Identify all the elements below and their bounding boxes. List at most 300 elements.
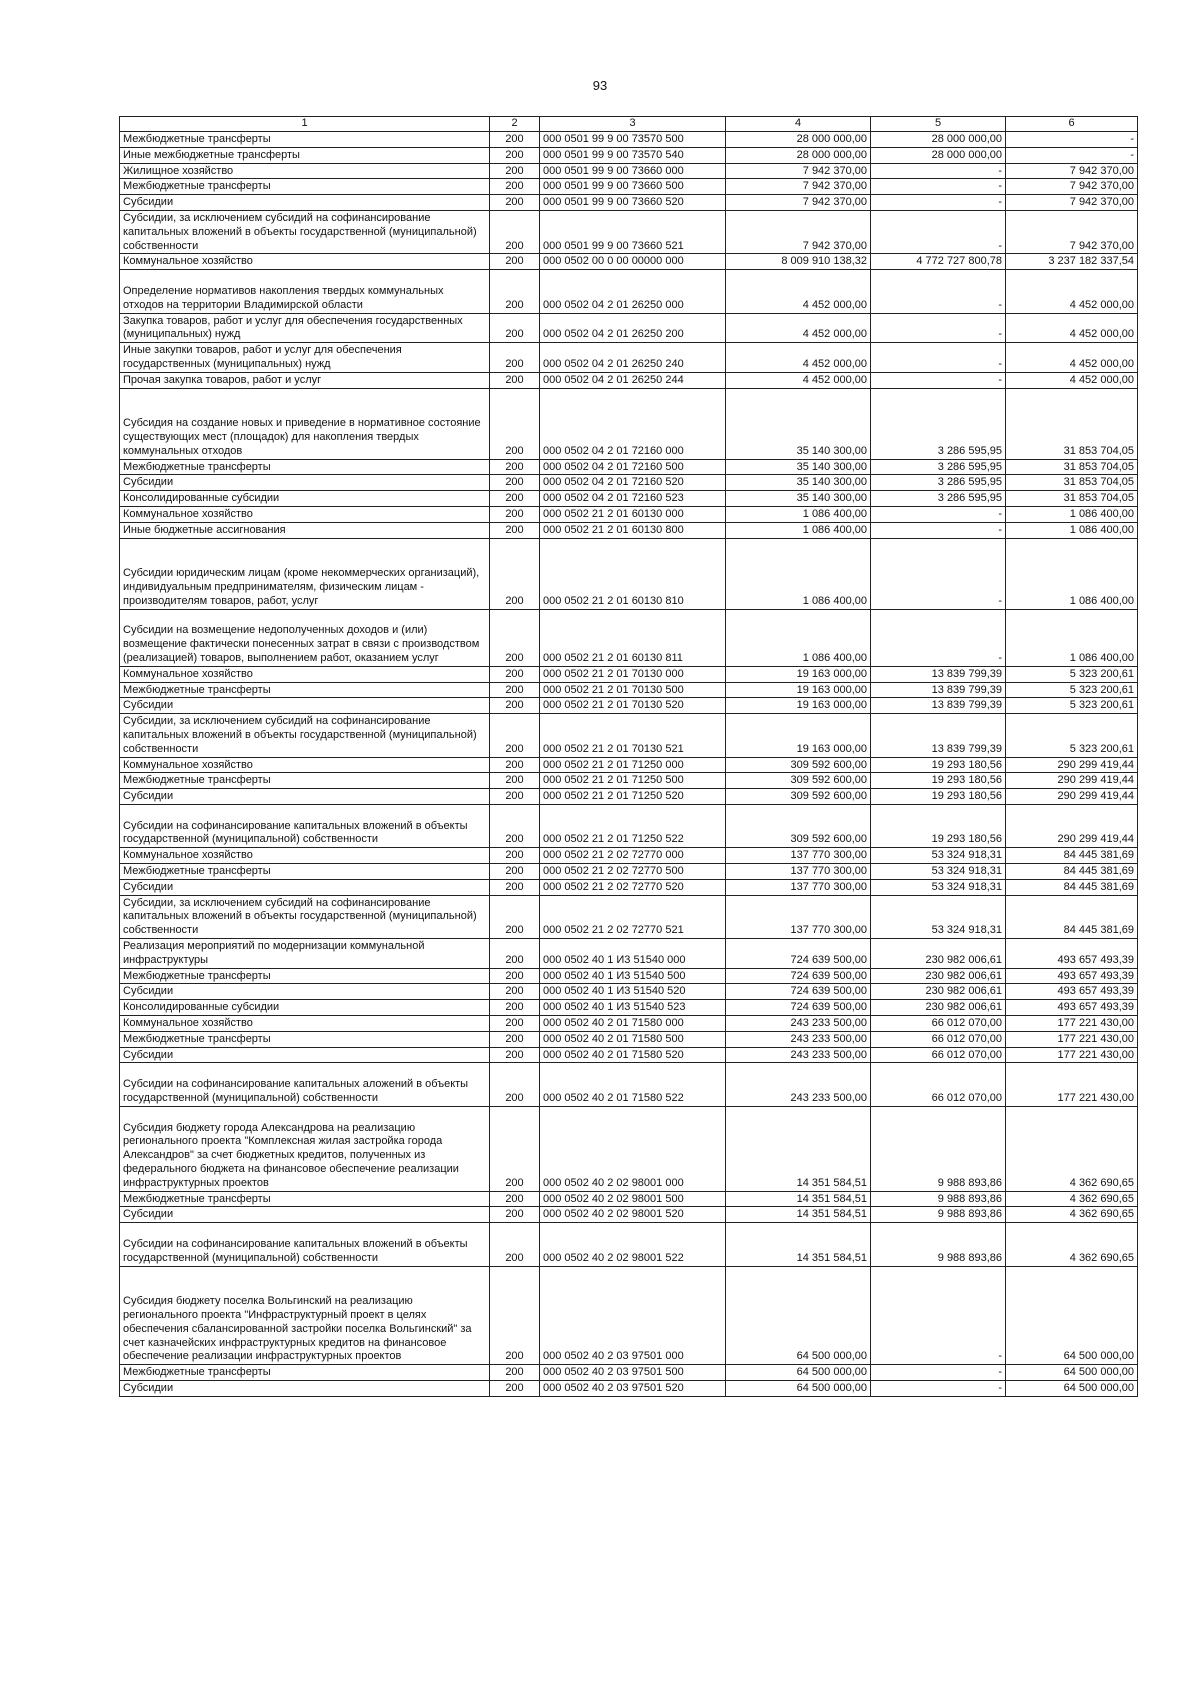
row-code: 200: [490, 757, 540, 773]
row-code: 200: [490, 491, 540, 507]
row-value-4: 309 592 600,00: [726, 773, 871, 789]
row-value-5: 28 000 000,00: [871, 132, 1006, 148]
row-name: Субсидии на софинансирование капитальных вложений в объекты государственной (муниципальной) собственности: [120, 1223, 490, 1266]
row-value-4: 28 000 000,00: [726, 147, 871, 163]
table-row: [120, 1223, 1138, 1266]
row-name: Межбюджетные трансферты: [120, 773, 490, 789]
row-name: Субсидии: [120, 698, 490, 714]
row-value-6: 1 086 400,00: [1006, 522, 1138, 538]
row-name: Иные бюджетные ассигнования: [120, 522, 490, 538]
row-code: 200: [490, 195, 540, 211]
row-value-4: 28 000 000,00: [726, 132, 871, 148]
row-value-6: 84 445 381,69: [1006, 895, 1138, 938]
row-name: Реализация мероприятий по модернизации коммунальной инфраструктуры: [120, 939, 490, 969]
row-value-4: 35 140 300,00: [726, 459, 871, 475]
row-code: 200: [490, 714, 540, 757]
table-row: [120, 864, 1138, 880]
row-kbk: 000 0502 04 2 01 26250 200: [540, 313, 726, 343]
row-code: 200: [490, 984, 540, 1000]
row-kbk: 000 0502 21 2 01 71250 000: [540, 757, 726, 773]
row-name: Субсидия на создание новых и приведение в нормативное состояние существующих мест (площадок) для накопления твердых коммунальных отходов: [120, 388, 490, 459]
row-value-6: 4 362 690,65: [1006, 1207, 1138, 1223]
row-value-5: -: [871, 1266, 1006, 1365]
row-value-6: 7 942 370,00: [1006, 210, 1138, 253]
row-value-4: 64 500 000,00: [726, 1266, 871, 1365]
row-name: Субсидии: [120, 879, 490, 895]
table-row: [120, 609, 1138, 666]
row-value-6: 5 323 200,61: [1006, 666, 1138, 682]
row-name: Субсидии: [120, 1381, 490, 1397]
row-value-6: 31 853 704,05: [1006, 475, 1138, 491]
row-value-6: -: [1006, 132, 1138, 148]
row-value-6: 31 853 704,05: [1006, 491, 1138, 507]
table-row: [120, 270, 1138, 313]
table-row: [120, 848, 1138, 864]
row-value-4: 309 592 600,00: [726, 757, 871, 773]
row-name: Субсидии: [120, 475, 490, 491]
column-header: 2: [490, 117, 540, 132]
row-kbk: 000 0502 04 2 01 26250 000: [540, 270, 726, 313]
row-code: 200: [490, 1031, 540, 1047]
row-name: Межбюджетные трансферты: [120, 1031, 490, 1047]
row-value-6: 5 323 200,61: [1006, 714, 1138, 757]
table-row: [120, 714, 1138, 757]
column-header: 3: [540, 117, 726, 132]
row-code: 200: [490, 1365, 540, 1381]
table-row: [120, 968, 1138, 984]
row-name: Межбюджетные трансферты: [120, 682, 490, 698]
row-name: Консолидированные субсидии: [120, 491, 490, 507]
row-value-6: 7 942 370,00: [1006, 195, 1138, 211]
row-name: Субсидии, за исключением субсидий на софинансирование капитальных вложений в объекты государственной (муниципальной) собственности: [120, 210, 490, 253]
row-kbk: 000 0501 99 9 00 73660 500: [540, 179, 726, 195]
row-kbk: 000 0502 40 2 02 98001 520: [540, 1207, 726, 1223]
table-row: [120, 984, 1138, 1000]
table-row: [120, 789, 1138, 805]
row-value-6: 4 452 000,00: [1006, 313, 1138, 343]
row-name: Коммунальное хозяйство: [120, 757, 490, 773]
row-value-5: 230 982 006,61: [871, 939, 1006, 969]
row-kbk: 000 0502 40 1 И3 51540 520: [540, 984, 726, 1000]
row-name: Субсидии, за исключением субсидий на софинансирование капитальных вложений в объекты государственной (муниципальной) собственности: [120, 714, 490, 757]
row-value-5: 230 982 006,61: [871, 968, 1006, 984]
row-value-4: 243 233 500,00: [726, 1031, 871, 1047]
row-code: 200: [490, 1106, 540, 1191]
row-value-6: 1 086 400,00: [1006, 506, 1138, 522]
row-value-5: -: [871, 210, 1006, 253]
row-value-5: 9 988 893,86: [871, 1223, 1006, 1266]
row-value-6: 4 362 690,65: [1006, 1106, 1138, 1191]
row-value-4: 14 351 584,51: [726, 1223, 871, 1266]
row-kbk: 000 0502 40 2 03 97501 000: [540, 1266, 726, 1365]
budget-table: [119, 116, 1138, 1397]
row-value-6: 177 221 430,00: [1006, 1063, 1138, 1106]
row-kbk: 000 0502 40 2 01 71580 520: [540, 1047, 726, 1063]
row-value-5: 9 988 893,86: [871, 1207, 1006, 1223]
row-value-6: 64 500 000,00: [1006, 1381, 1138, 1397]
row-value-5: 66 012 070,00: [871, 1063, 1006, 1106]
row-value-6: 64 500 000,00: [1006, 1266, 1138, 1365]
row-code: 200: [490, 1266, 540, 1365]
table-row: [120, 666, 1138, 682]
row-name: Субсидии на софинансирование капитальных аложений в объекты государственной (муниципальной) собственности: [120, 1063, 490, 1106]
row-kbk: 000 0502 04 2 01 72160 523: [540, 491, 726, 507]
row-value-4: 724 639 500,00: [726, 939, 871, 969]
row-kbk: 000 0502 21 2 01 70130 520: [540, 698, 726, 714]
row-code: 200: [490, 210, 540, 253]
table-row: [120, 1191, 1138, 1207]
row-code: 200: [490, 538, 540, 609]
row-kbk: 000 0501 99 9 00 73660 000: [540, 163, 726, 179]
table-row: [120, 1106, 1138, 1191]
row-code: 200: [490, 789, 540, 805]
row-kbk: 000 0502 21 2 02 72770 500: [540, 864, 726, 880]
row-code: 200: [490, 1016, 540, 1032]
row-value-4: 1 086 400,00: [726, 506, 871, 522]
row-kbk: 000 0502 21 2 02 72770 520: [540, 879, 726, 895]
row-code: 200: [490, 132, 540, 148]
row-value-6: 290 299 419,44: [1006, 757, 1138, 773]
row-code: 200: [490, 388, 540, 459]
row-value-4: 14 351 584,51: [726, 1207, 871, 1223]
page-number: 93: [592, 78, 608, 93]
row-value-5: 53 324 918,31: [871, 848, 1006, 864]
row-value-4: 4 452 000,00: [726, 270, 871, 313]
row-name: Субсидии: [120, 789, 490, 805]
row-code: 200: [490, 459, 540, 475]
table-row: [120, 313, 1138, 343]
header-row: [120, 117, 1138, 132]
row-kbk: 000 0502 04 2 01 72160 000: [540, 388, 726, 459]
row-value-4: 19 163 000,00: [726, 682, 871, 698]
row-value-4: 1 086 400,00: [726, 609, 871, 666]
row-value-6: 84 445 381,69: [1006, 864, 1138, 880]
row-code: 200: [490, 939, 540, 969]
row-kbk: 000 0502 21 2 01 60130 800: [540, 522, 726, 538]
row-code: 200: [490, 270, 540, 313]
row-value-4: 724 639 500,00: [726, 968, 871, 984]
row-code: 200: [490, 1381, 540, 1397]
row-value-6: 177 221 430,00: [1006, 1047, 1138, 1063]
row-name: Субсидии, за исключением субсидий на софинансирование капитальных вложений в объекты государственной (муниципальной) собственности: [120, 895, 490, 938]
table-row: [120, 1381, 1138, 1397]
column-header: 1: [120, 117, 490, 132]
row-kbk: 000 0502 04 2 01 72160 520: [540, 475, 726, 491]
row-code: 200: [490, 804, 540, 847]
row-name: Межбюджетные трансферты: [120, 179, 490, 195]
row-value-4: 8 009 910 138,32: [726, 254, 871, 270]
table-row: [120, 1047, 1138, 1063]
row-value-5: 4 772 727 800,78: [871, 254, 1006, 270]
row-value-6: 4 362 690,65: [1006, 1223, 1138, 1266]
table-row: [120, 1365, 1138, 1381]
row-name: Межбюджетные трансферты: [120, 459, 490, 475]
table-row: [120, 1031, 1138, 1047]
row-value-6: 290 299 419,44: [1006, 773, 1138, 789]
row-code: 200: [490, 522, 540, 538]
row-kbk: 000 0502 21 2 01 70130 521: [540, 714, 726, 757]
row-kbk: 000 0502 04 2 01 72160 500: [540, 459, 726, 475]
row-name: Коммунальное хозяйство: [120, 666, 490, 682]
row-value-6: 31 853 704,05: [1006, 388, 1138, 459]
row-value-5: -: [871, 609, 1006, 666]
row-value-4: 35 140 300,00: [726, 475, 871, 491]
row-code: 200: [490, 163, 540, 179]
column-header: 5: [871, 117, 1006, 132]
table-row: [120, 388, 1138, 459]
row-value-5: 53 324 918,31: [871, 879, 1006, 895]
row-value-4: 137 770 300,00: [726, 879, 871, 895]
row-value-6: 64 500 000,00: [1006, 1365, 1138, 1381]
row-value-5: 66 012 070,00: [871, 1047, 1006, 1063]
table-row: [120, 879, 1138, 895]
row-value-4: 309 592 600,00: [726, 789, 871, 805]
row-value-5: 3 286 595,95: [871, 491, 1006, 507]
row-code: 200: [490, 506, 540, 522]
table-row: [120, 522, 1138, 538]
row-value-4: 243 233 500,00: [726, 1047, 871, 1063]
table-row: [120, 254, 1138, 270]
row-value-6: 4 362 690,65: [1006, 1191, 1138, 1207]
row-code: 200: [490, 879, 540, 895]
row-code: 200: [490, 968, 540, 984]
row-kbk: 000 0501 99 9 00 73660 520: [540, 195, 726, 211]
row-value-4: 4 452 000,00: [726, 372, 871, 388]
row-value-5: 19 293 180,56: [871, 789, 1006, 805]
table-row: [120, 491, 1138, 507]
row-kbk: 000 0501 99 9 00 73660 521: [540, 210, 726, 253]
row-value-6: 7 942 370,00: [1006, 163, 1138, 179]
row-kbk: 000 0502 21 2 01 60130 811: [540, 609, 726, 666]
table-row: [120, 210, 1138, 253]
row-kbk: 000 0502 40 2 02 98001 500: [540, 1191, 726, 1207]
table-row: [120, 939, 1138, 969]
table-body: [120, 132, 1138, 1397]
row-kbk: 000 0502 21 2 02 72770 521: [540, 895, 726, 938]
row-kbk: 000 0502 00 0 00 00000 000: [540, 254, 726, 270]
row-value-5: 3 286 595,95: [871, 459, 1006, 475]
row-value-5: 13 839 799,39: [871, 698, 1006, 714]
row-value-5: -: [871, 163, 1006, 179]
row-name: Субсидии на софинансирование капитальных вложений в объекты государственной (муниципальной) собственности: [120, 804, 490, 847]
row-value-4: 7 942 370,00: [726, 210, 871, 253]
row-value-6: 84 445 381,69: [1006, 879, 1138, 895]
table-row: [120, 132, 1138, 148]
table-row: [120, 372, 1138, 388]
row-value-4: 137 770 300,00: [726, 864, 871, 880]
row-value-4: 1 086 400,00: [726, 538, 871, 609]
row-kbk: 000 0502 21 2 01 70130 000: [540, 666, 726, 682]
row-value-5: 19 293 180,56: [871, 757, 1006, 773]
table-row: [120, 179, 1138, 195]
row-code: 200: [490, 773, 540, 789]
row-value-6: 5 323 200,61: [1006, 698, 1138, 714]
row-value-4: 137 770 300,00: [726, 895, 871, 938]
row-kbk: 000 0502 21 2 02 72770 000: [540, 848, 726, 864]
row-value-5: 53 324 918,31: [871, 864, 1006, 880]
row-name: Субсидии на возмещение недополученных доходов и (или) возмещение фактически понесенных затрат в связи с производством (реализацией) товаров, выполнением работ, оказанием услуг: [120, 609, 490, 666]
row-value-5: -: [871, 179, 1006, 195]
row-code: 200: [490, 682, 540, 698]
row-value-4: 35 140 300,00: [726, 388, 871, 459]
table-row: [120, 506, 1138, 522]
row-value-4: 35 140 300,00: [726, 491, 871, 507]
row-name: Коммунальное хозяйство: [120, 1016, 490, 1032]
row-value-5: -: [871, 1365, 1006, 1381]
row-value-6: 493 657 493,39: [1006, 984, 1138, 1000]
row-code: 200: [490, 666, 540, 682]
row-name: Закупка товаров, работ и услуг для обеспечения государственных (муниципальных) нужд: [120, 313, 490, 343]
row-value-4: 14 351 584,51: [726, 1106, 871, 1191]
table-row: [120, 698, 1138, 714]
row-value-5: -: [871, 313, 1006, 343]
row-code: 200: [490, 1000, 540, 1016]
row-value-6: 493 657 493,39: [1006, 939, 1138, 969]
row-value-4: 7 942 370,00: [726, 179, 871, 195]
row-kbk: 000 0502 21 2 01 71250 522: [540, 804, 726, 847]
row-name: Субсидия бюджету города Александрова на реализацию регионального проекта "Комплексная жилая застройка города Александров" за счет бюджетных кредитов, полученных из федерального бюджета на финансовое обеспечение реализации инфраструктурных проектов: [120, 1106, 490, 1191]
row-kbk: 000 0502 40 2 01 71580 000: [540, 1016, 726, 1032]
row-code: 200: [490, 1207, 540, 1223]
row-code: 200: [490, 475, 540, 491]
row-code: 200: [490, 698, 540, 714]
row-name: Межбюджетные трансферты: [120, 1365, 490, 1381]
row-name: Субсидии: [120, 984, 490, 1000]
row-value-5: 3 286 595,95: [871, 475, 1006, 491]
table-row: [120, 1266, 1138, 1365]
table-row: [120, 1000, 1138, 1016]
table-row: [120, 475, 1138, 491]
row-value-5: -: [871, 343, 1006, 373]
row-code: 200: [490, 848, 540, 864]
row-value-4: 19 163 000,00: [726, 698, 871, 714]
row-kbk: 000 0502 40 1 И3 51540 523: [540, 1000, 726, 1016]
table-row: [120, 773, 1138, 789]
row-code: 200: [490, 372, 540, 388]
row-value-5: 13 839 799,39: [871, 666, 1006, 682]
table-row: [120, 1016, 1138, 1032]
row-code: 200: [490, 1223, 540, 1266]
row-name: Субсидия бюджету поселка Вольгинский на реализацию регионального проекта "Инфраструктурный проект в целях обеспечения сбалансированной застройки поселка Вольгинский" за счет казначейских инфраструктурных кредитов на финансовое обеспечение реализации инфраструктурных проектов: [120, 1266, 490, 1365]
row-name: Межбюджетные трансферты: [120, 132, 490, 148]
row-name: Межбюджетные трансферты: [120, 1191, 490, 1207]
row-value-5: 9 988 893,86: [871, 1191, 1006, 1207]
row-kbk: 000 0502 40 1 И3 51540 000: [540, 939, 726, 969]
row-name: Субсидии юридическим лицам (кроме некоммерческих организаций), индивидуальным предпринимателям, физическим лицам - производителям товаров, работ, услуг: [120, 538, 490, 609]
row-value-4: 7 942 370,00: [726, 195, 871, 211]
row-code: 200: [490, 343, 540, 373]
table-row: [120, 538, 1138, 609]
row-kbk: 000 0502 04 2 01 26250 240: [540, 343, 726, 373]
row-kbk: 000 0502 40 2 02 98001 522: [540, 1223, 726, 1266]
row-code: 200: [490, 179, 540, 195]
row-name: Консолидированные субсидии: [120, 1000, 490, 1016]
row-value-6: 177 221 430,00: [1006, 1031, 1138, 1047]
row-value-5: 13 839 799,39: [871, 714, 1006, 757]
row-kbk: 000 0502 40 1 И3 51540 500: [540, 968, 726, 984]
table-row: [120, 195, 1138, 211]
row-value-6: 4 452 000,00: [1006, 343, 1138, 373]
row-code: 200: [490, 864, 540, 880]
table-row: [120, 682, 1138, 698]
table-row: [120, 147, 1138, 163]
row-value-5: 19 293 180,56: [871, 773, 1006, 789]
row-code: 200: [490, 254, 540, 270]
row-kbk: 000 0502 40 2 01 71580 500: [540, 1031, 726, 1047]
row-value-6: -: [1006, 147, 1138, 163]
row-value-4: 7 942 370,00: [726, 163, 871, 179]
row-value-4: 1 086 400,00: [726, 522, 871, 538]
row-value-6: 5 323 200,61: [1006, 682, 1138, 698]
row-value-6: 3 237 182 337,54: [1006, 254, 1138, 270]
row-value-6: 493 657 493,39: [1006, 1000, 1138, 1016]
table-row: [120, 459, 1138, 475]
row-value-5: 3 286 595,95: [871, 388, 1006, 459]
row-kbk: 000 0501 99 9 00 73570 500: [540, 132, 726, 148]
row-value-4: 309 592 600,00: [726, 804, 871, 847]
row-name: Прочая закупка товаров, работ и услуг: [120, 372, 490, 388]
row-value-6: 177 221 430,00: [1006, 1016, 1138, 1032]
row-value-5: 230 982 006,61: [871, 984, 1006, 1000]
row-name: Субсидии: [120, 1047, 490, 1063]
table-row: [120, 163, 1138, 179]
table-row: [120, 1063, 1138, 1106]
row-code: 200: [490, 895, 540, 938]
row-kbk: 000 0502 04 2 01 26250 244: [540, 372, 726, 388]
row-value-4: 19 163 000,00: [726, 666, 871, 682]
row-value-4: 243 233 500,00: [726, 1016, 871, 1032]
row-value-6: 4 452 000,00: [1006, 270, 1138, 313]
table-row: [120, 895, 1138, 938]
row-kbk: 000 0502 40 2 03 97501 520: [540, 1381, 726, 1397]
row-value-5: -: [871, 522, 1006, 538]
row-value-4: 14 351 584,51: [726, 1191, 871, 1207]
row-code: 200: [490, 1191, 540, 1207]
row-value-5: -: [871, 506, 1006, 522]
row-code: 200: [490, 1047, 540, 1063]
row-kbk: 000 0502 21 2 01 60130 810: [540, 538, 726, 609]
row-value-5: -: [871, 538, 1006, 609]
row-value-6: 1 086 400,00: [1006, 538, 1138, 609]
column-header: 6: [1006, 117, 1138, 132]
row-kbk: 000 0502 40 2 03 97501 500: [540, 1365, 726, 1381]
table-row: [120, 804, 1138, 847]
row-value-5: 28 000 000,00: [871, 147, 1006, 163]
row-name: Коммунальное хозяйство: [120, 848, 490, 864]
row-value-5: -: [871, 270, 1006, 313]
row-value-6: 290 299 419,44: [1006, 804, 1138, 847]
row-value-6: 493 657 493,39: [1006, 968, 1138, 984]
row-kbk: 000 0502 21 2 01 60130 000: [540, 506, 726, 522]
row-value-6: 31 853 704,05: [1006, 459, 1138, 475]
row-value-5: 19 293 180,56: [871, 804, 1006, 847]
table-row: [120, 1207, 1138, 1223]
row-value-5: 66 012 070,00: [871, 1016, 1006, 1032]
table-row: [120, 343, 1138, 373]
row-value-4: 64 500 000,00: [726, 1365, 871, 1381]
row-kbk: 000 0501 99 9 00 73570 540: [540, 147, 726, 163]
row-name: Жилищное хозяйство: [120, 163, 490, 179]
row-value-6: 1 086 400,00: [1006, 609, 1138, 666]
row-kbk: 000 0502 21 2 01 71250 500: [540, 773, 726, 789]
row-name: Определение нормативов накопления твердых коммунальных отходов на территории Владимирской области: [120, 270, 490, 313]
row-value-5: 66 012 070,00: [871, 1031, 1006, 1047]
row-code: 200: [490, 609, 540, 666]
row-code: 200: [490, 1063, 540, 1106]
row-value-4: 243 233 500,00: [726, 1063, 871, 1106]
row-value-4: 137 770 300,00: [726, 848, 871, 864]
row-value-5: -: [871, 195, 1006, 211]
